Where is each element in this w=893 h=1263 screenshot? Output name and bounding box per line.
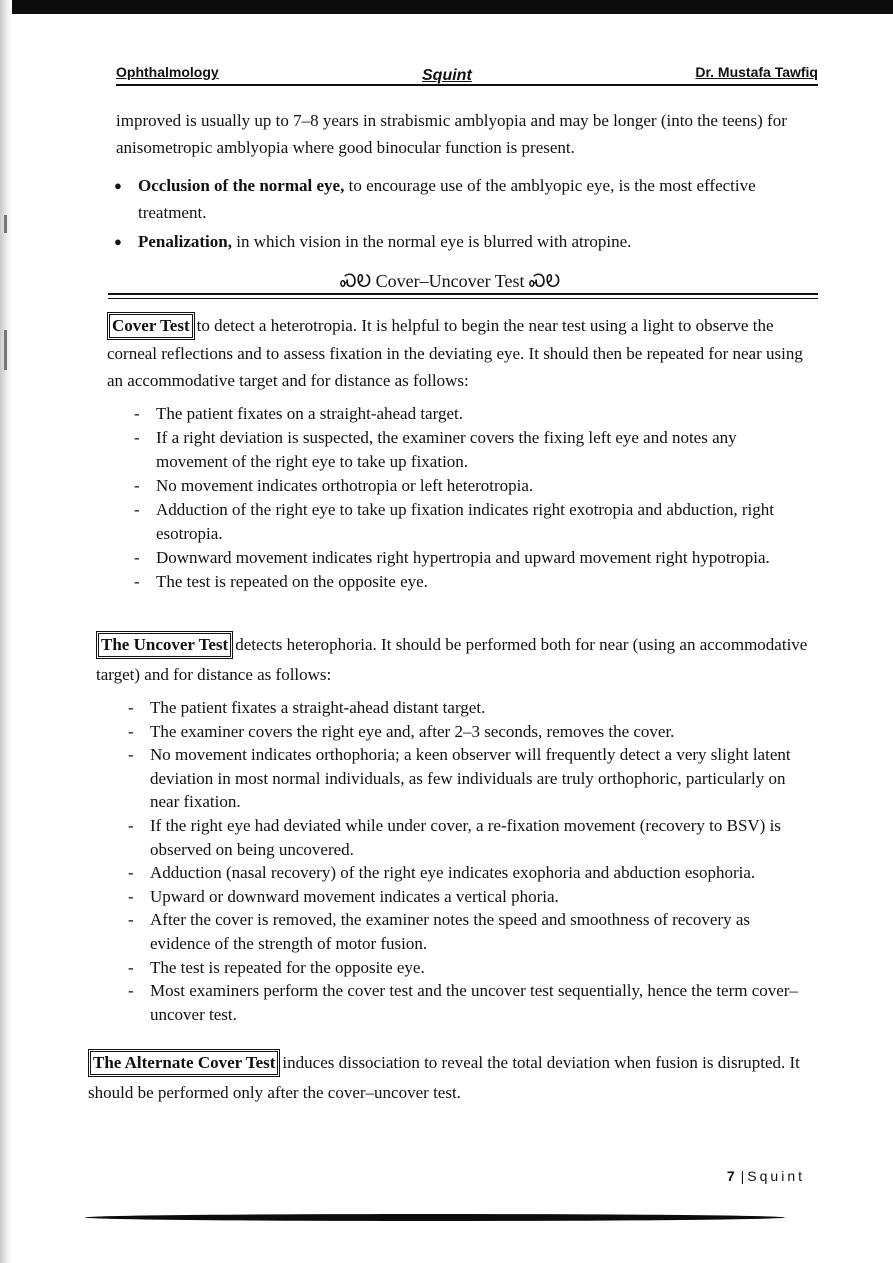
list-item: - Upward or downward movement indicates a vertical phoria. [120, 885, 810, 909]
header-subject: Ophthalmology [116, 64, 219, 80]
treatment-bullets [112, 172, 822, 257]
list-item: - The patient fixates on a straight-ahead target. [126, 402, 806, 426]
list-item: - Downward movement indicates right hypertropia and upward movement right hypotropia. [126, 546, 806, 570]
page-header [116, 62, 818, 86]
list-item: - After the cover is removed, the examiner notes the speed and smoothness of recovery as evidence of the strength of motor fusion. [120, 908, 810, 955]
list-item: - If the right eye had deviated while under cover, a re-fixation movement (recovery to BSV) is observed on being uncovered. [120, 814, 810, 861]
list-item: - The patient fixates a straight-ahead distant target. [120, 696, 810, 720]
section-heading [340, 271, 560, 292]
list-item: - Most examiners perform the cover test and the uncover test sequentially, hence the term cover–uncover test. [120, 979, 810, 1026]
cover-test-text: to detect a heterotropia. It is helpful to begin the near test using a light to observe the corneal reflections and to assess fixation in the deviating eye. It should then be repeated for near using an accommodative target and for distance as follows: [107, 316, 803, 390]
cover-test-paragraph [107, 312, 819, 394]
section-divider [108, 293, 818, 299]
list-item: - The examiner covers the right eye and, after 2–3 seconds, removes the cover. [120, 720, 810, 744]
bullet-text: to encourage use of the amblyopic eye, is the most effective treatment. [138, 176, 756, 222]
bullet-text: in which vision in the normal eye is blurred with atropine. [231, 232, 632, 251]
bullet-term: Occlusion of the normal eye, [138, 176, 345, 195]
alternate-cover-test-label: The Alternate Cover Test [88, 1049, 280, 1077]
scan-top-shadow [0, 0, 893, 14]
section-title-text: Cover–Uncover Test [375, 271, 525, 291]
bullet-penalization [112, 228, 822, 255]
alternate-cover-test-paragraph [88, 1048, 800, 1108]
list-item: - If a right deviation is suspected, the examiner covers the fixing left eye and notes any movement of the right eye to take up fixation. [126, 426, 806, 474]
ornament-right-icon: ᏍᎧ [528, 271, 561, 291]
list-item: - The test is repeated on the opposite eye. [126, 570, 806, 594]
list-item: - No movement indicates orthophoria; a keen observer will frequently detect a very slight latent deviation in most normal individuals, as few individuals are truly orthophoric, particularly on near fixation. [120, 743, 810, 814]
intro-paragraph: improved is usually up to 7–8 years in strabismic amblyopia and may be longer (into the teens) for anisometropic amblyopia where good binocular function is present. [116, 111, 787, 157]
cover-test-steps [126, 402, 806, 594]
list-item: - Adduction of the right eye to take up fixation indicates right exotropia and abduction, right esotropia. [126, 498, 806, 546]
ornament-left-icon: ᏍᎧ [340, 271, 372, 291]
page-footer [727, 1168, 805, 1184]
list-item: - Adduction (nasal recovery) of the right eye indicates exophoria and abduction esophoria. [120, 861, 810, 885]
footer-separator: | [740, 1168, 748, 1184]
list-item: - The test is repeated for the opposite eye. [120, 956, 810, 980]
scan-left-edge [0, 0, 12, 1263]
scan-bottom-shadow [85, 1214, 785, 1221]
list-item: - No movement indicates orthotropia or left heterotropia. [126, 474, 806, 498]
uncover-test-steps [120, 696, 810, 1026]
header-chapter: Squint [422, 67, 472, 84]
cover-test-label: Cover Test [107, 312, 195, 340]
footer-section: Squint [747, 1168, 805, 1184]
header-author: Dr. Mustafa Tawfiq [695, 64, 818, 80]
uncover-test-label: The Uncover Test [96, 631, 233, 659]
uncover-test-text: detects heterophoria. It should be performed both for near (using an accommodative target) and for distance as follows: [96, 635, 808, 684]
alternate-cover-test-text: induces dissociation to reveal the total deviation when fusion is disrupted. It should be performed only after the cover–uncover test. [88, 1053, 800, 1102]
uncover-test-paragraph [96, 630, 808, 690]
page-number: 7 [726, 1168, 735, 1184]
bullet-term: Penalization, [138, 232, 232, 251]
bullet-occlusion [112, 172, 822, 226]
